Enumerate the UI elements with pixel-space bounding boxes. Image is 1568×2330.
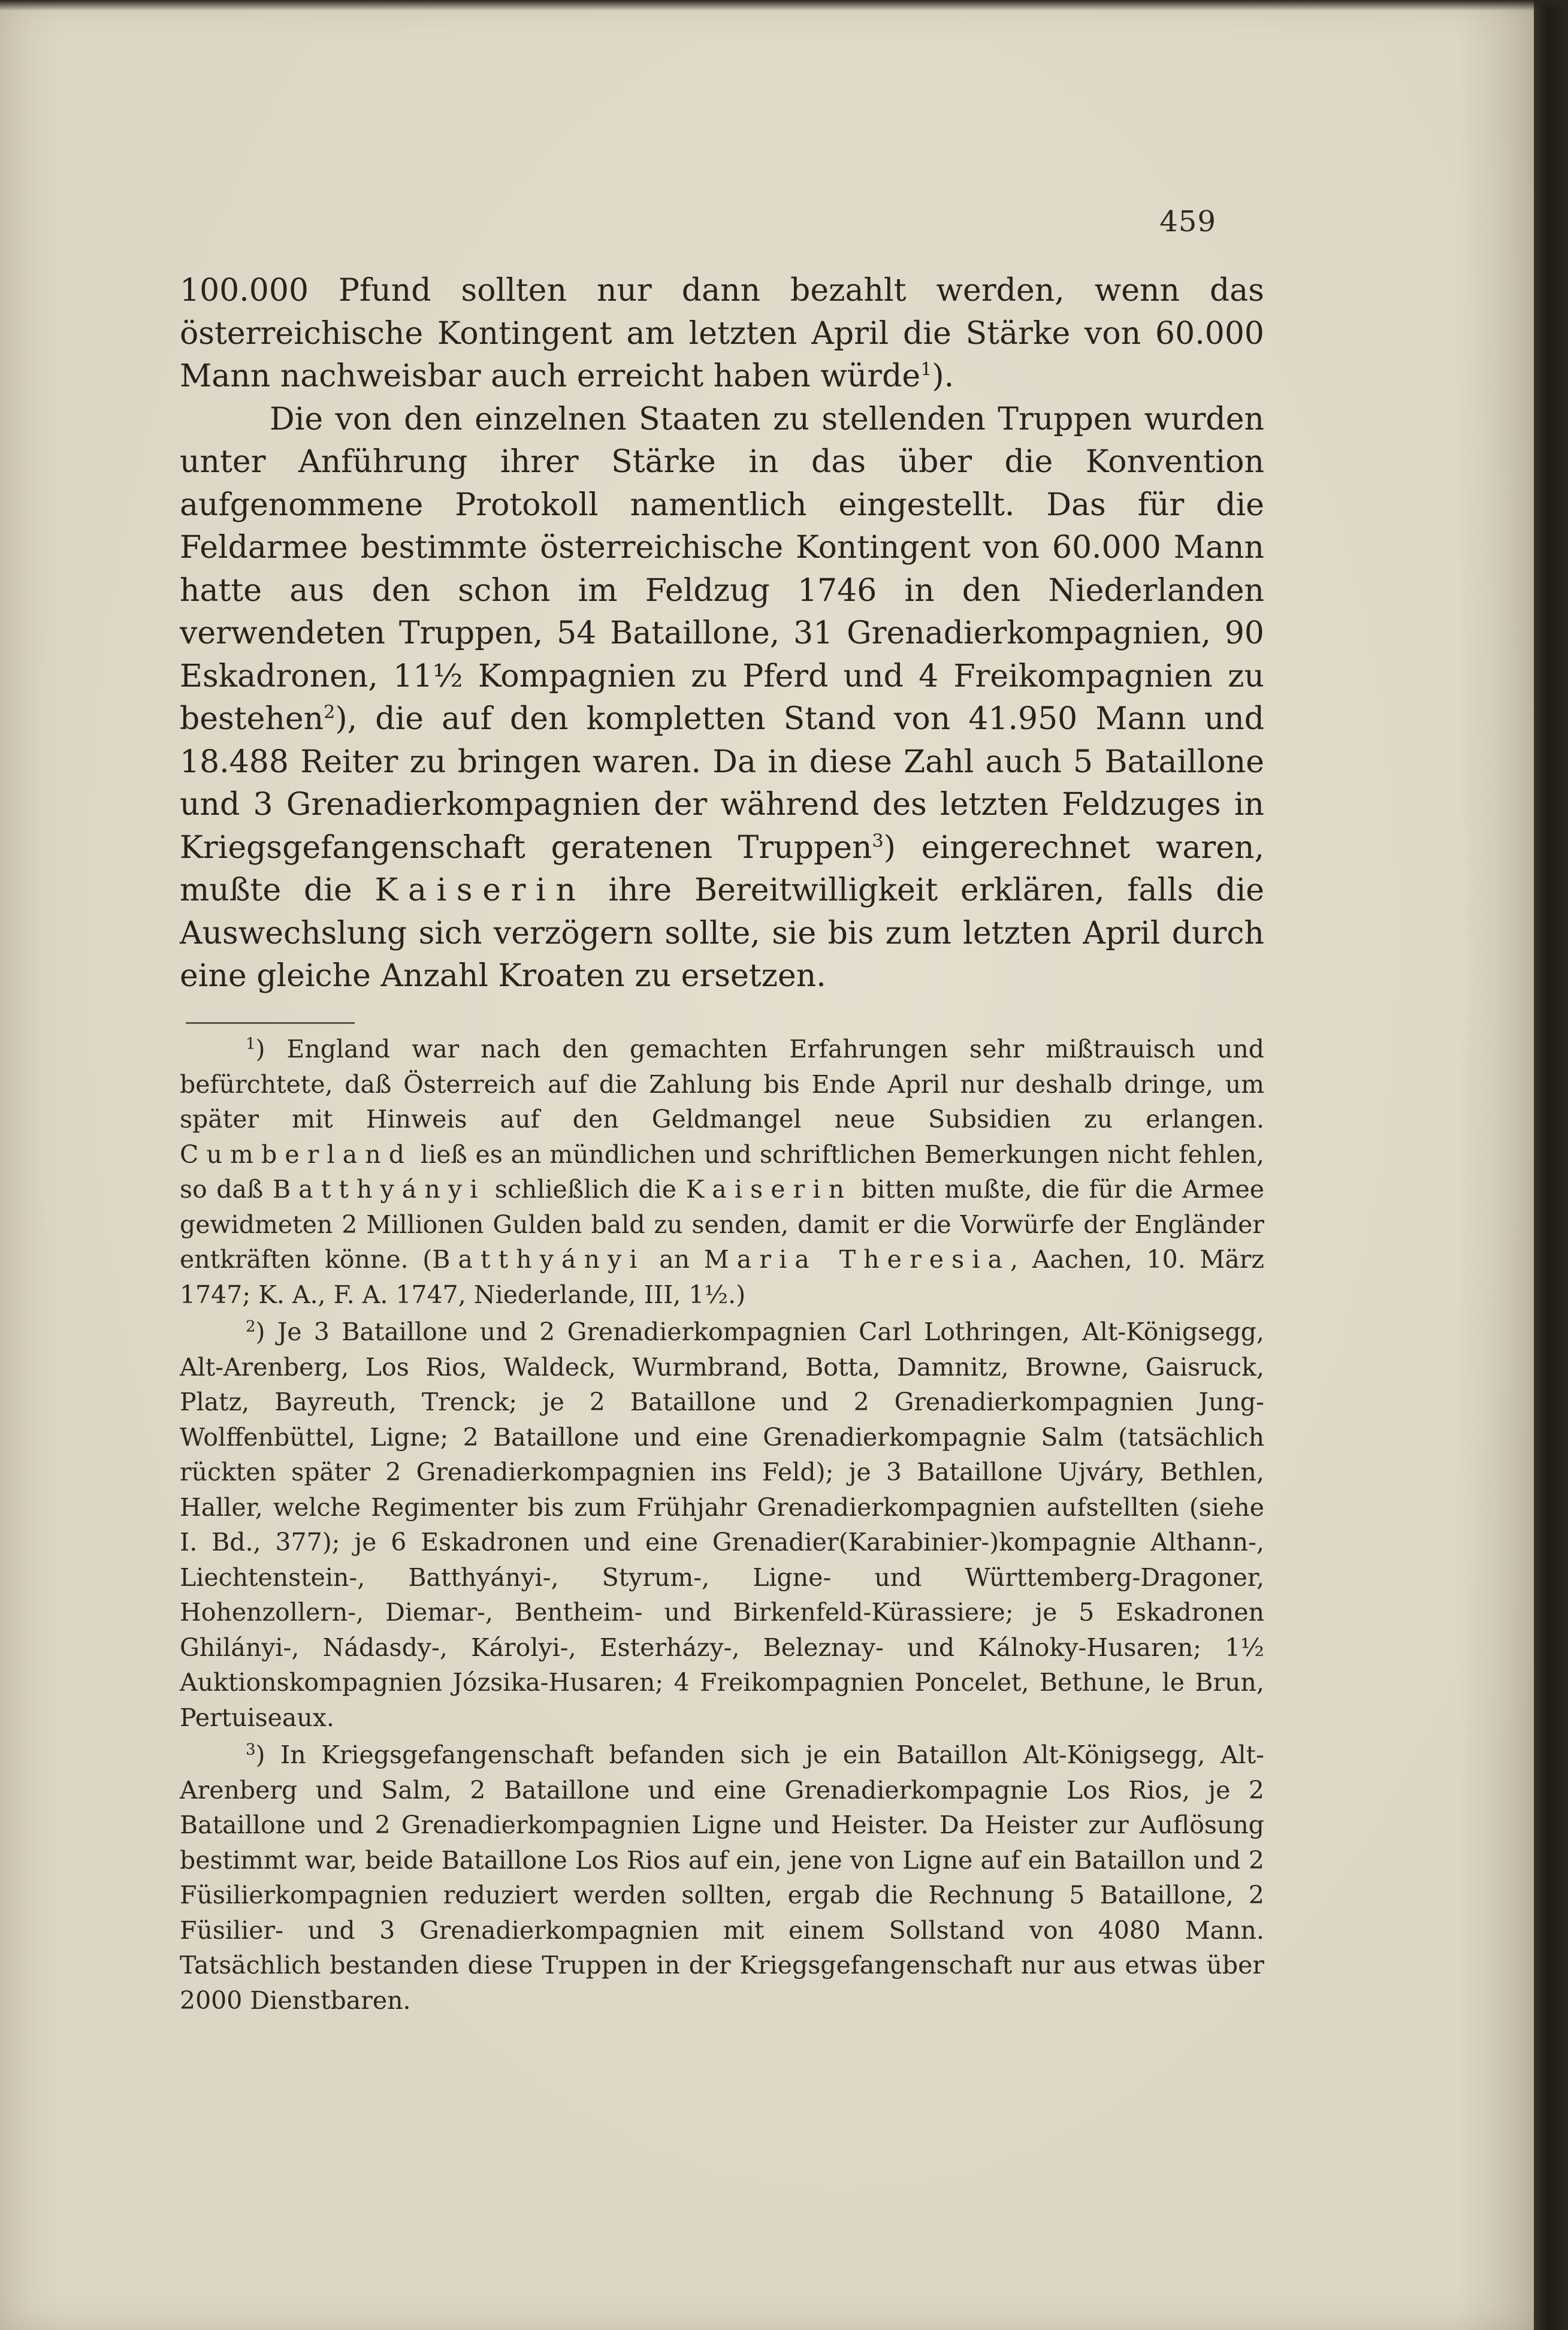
footnote-2-text: ) Je 3 Bataillone und 2 Grenadierkompagnien Carl Lothringen, Alt-Königsegg, Alt-Arenberg, Los Rios, Waldeck, Wurmbrand, Botta, Damnitz, Browne, Gaisruck, Platz, Bayreuth, Trenck; je 2 Bataillone und 2 Grenadierkompagnien Jung-Wolffenbüttel, Ligne; 2 Bataillone und eine Grenadierkompagnie Salm (tatsächlich rückten später 2 Grenadierkompagnien ins Feld); je 3 Bataillone Ujváry, Bethlen, Haller, welche Regimenter bis zum Frühjahr Grenadierkompagnien aufstellten (siehe I. Bd., 377); je 6 Eskadronen und eine Grenadier(Karabinier-)kompagnie Althann-, Liechtenstein-, Batthyányi-, Styrum-, Ligne- und Württemberg-Dragoner, Hohenzollern-, Diemar-, Bentheim- und Birkenfeld-Kürassiere; je 5 Eskadronen Ghilányi-, Nádasdy-, Károlyi-, Esterházy-, Beleznay- und Kálnoky-Husaren; 1½ Auktionskompagnien Józsika-Husaren; 4 Freikompagnien Poncelet, Bethune, le Brun, Pertuiseaux. [180,1317,1264,1732]
main-text [180,270,1264,998]
footnote-3-text: ) In Kriegsgefangenschaft befanden sich je ein Bataillon Alt-Königsegg, Alt-Arenberg und Salm, 2 Bataillone und eine Grenadierkompagnie Los Rios, je 2 Bataillone und 2 Grenadierkompagnien Ligne und Heister. Da Heister zur Auflösung bestimmt war, beide Bataillone Los Rios auf ein, jene von Ligne auf ein Bataillon und 2 Füsilierkompagnien reduziert werden sollten, ergab die Rechnung 5 Bataillone, 2 Füsilier- und 3 Grenadierkompagnien mit einem Sollstand von 4080 Mann. Tatsächlich bestanden diese Truppen in der Kriegsgefangenschaft nur aus etwas über 2000 Dienstbaren. [180,1740,1264,2015]
footnotes [180,1032,1264,2020]
footnote-1-mark: 1 [246,1035,256,1053]
footnote-ref-2: 2 [324,702,336,723]
paragraph-2-text-a: Die von den einzelnen Staaten zu stellenden Truppen wurden unter Anführung ihrer Stärke in das über die Konvention aufgenommene Protokoll namentlich eingestellt. Das für die Feldarmee bestimmte österreichische Kontingent von 60.000 Mann hatte aus den schon im Feldzug 1746 in den Niederlanden verwendeten Truppen, 54 Bataillone, 31 Grenadierkompagnien, 90 Eskadronen, 11½ Kompagnien zu Pferd und 4 Freikompagnien zu bestehen [180,401,1264,737]
paragraph-2-text-d: ihre Bereitwilligkeit erklären, falls die Auswechslung sich verzögern sollte, sie bis zum letzten April durch eine gleiche Anzahl Kroaten zu ersetzen. [180,872,1265,994]
paragraph-2 [180,398,1264,998]
footnote-1-text-b: ließ es an mündlichen und schriftlichen Bemerkungen nicht fehlen, so daß [180,1140,1264,1204]
footnote-1-text-d: bitten mußte, die für die Armee gewidmeten 2 Millionen Gulden bald zu senden, damit er die Vorwürfe der Engländer entkräften könne. ( [180,1175,1264,1274]
footnote-3-mark: 3 [246,1740,256,1759]
footnote-1-text-c: schließlich die [485,1175,686,1204]
paragraph-2-text-b: ), die auf den kompletten Stand von 41.950 Mann und 18.488 Reiter zu bringen waren. Da in diese Zahl auch 5 Bataillone und 3 Grenadierkompagnien der während des letzten Feldzuges in Kriegsgefangenschaft geratenen Truppen [180,701,1264,866]
emphasis-kaiserin: Kaiserin [374,872,586,908]
paragraph-1 [180,270,1264,398]
emphasis-cumberland: Cumberland [180,1140,413,1169]
footnote-separator [186,1022,355,1024]
footnote-ref-3: 3 [872,830,884,852]
emphasis-batthyanyi-2: Batthyányi [432,1245,645,1274]
page-top-edge [0,0,1568,11]
footnote-1 [180,1032,1264,1312]
paragraph-2-text-c: ) eingerechnet waren, mußte die [180,829,1264,908]
footnote-2-mark: 2 [246,1317,256,1336]
footnote-2 [180,1314,1264,1735]
footnote-1-text-e: an [645,1245,704,1274]
page-number: 459 [1159,205,1216,238]
footnote-1-text-f: , Aachen, 10. März 1747; K. A., F. A. 1747, Niederlande, III, 1½.) [180,1245,1264,1309]
footnote-ref-1: 1 [920,359,932,380]
book-gutter-edge [1534,0,1568,2330]
emphasis-batthyanyi: Batthyányi [272,1175,486,1204]
paragraph-1-end: ). [932,358,954,394]
emphasis-maria-theresia: Maria Theresia [703,1245,1011,1274]
paragraph-1-text: 100.000 Pfund sollten nur dann bezahlt werden, wenn das österreichische Kontingent am letzten April die Stärke von 60.000 Mann nachweisbar auch erreicht haben würde [180,273,1264,394]
footnote-1-text-a: ) England war nach den gemachten Erfahrungen sehr mißtrauisch und befürchtete, daß Österreich auf die Zahlung bis Ende April nur deshalb dringe, um später mit Hinweis auf den Geldmangel neue Subsidien zu erlangen. [180,1035,1264,1134]
emphasis-kaiserin-fn: Kaiserin [685,1175,853,1204]
footnote-3 [180,1737,1264,2018]
